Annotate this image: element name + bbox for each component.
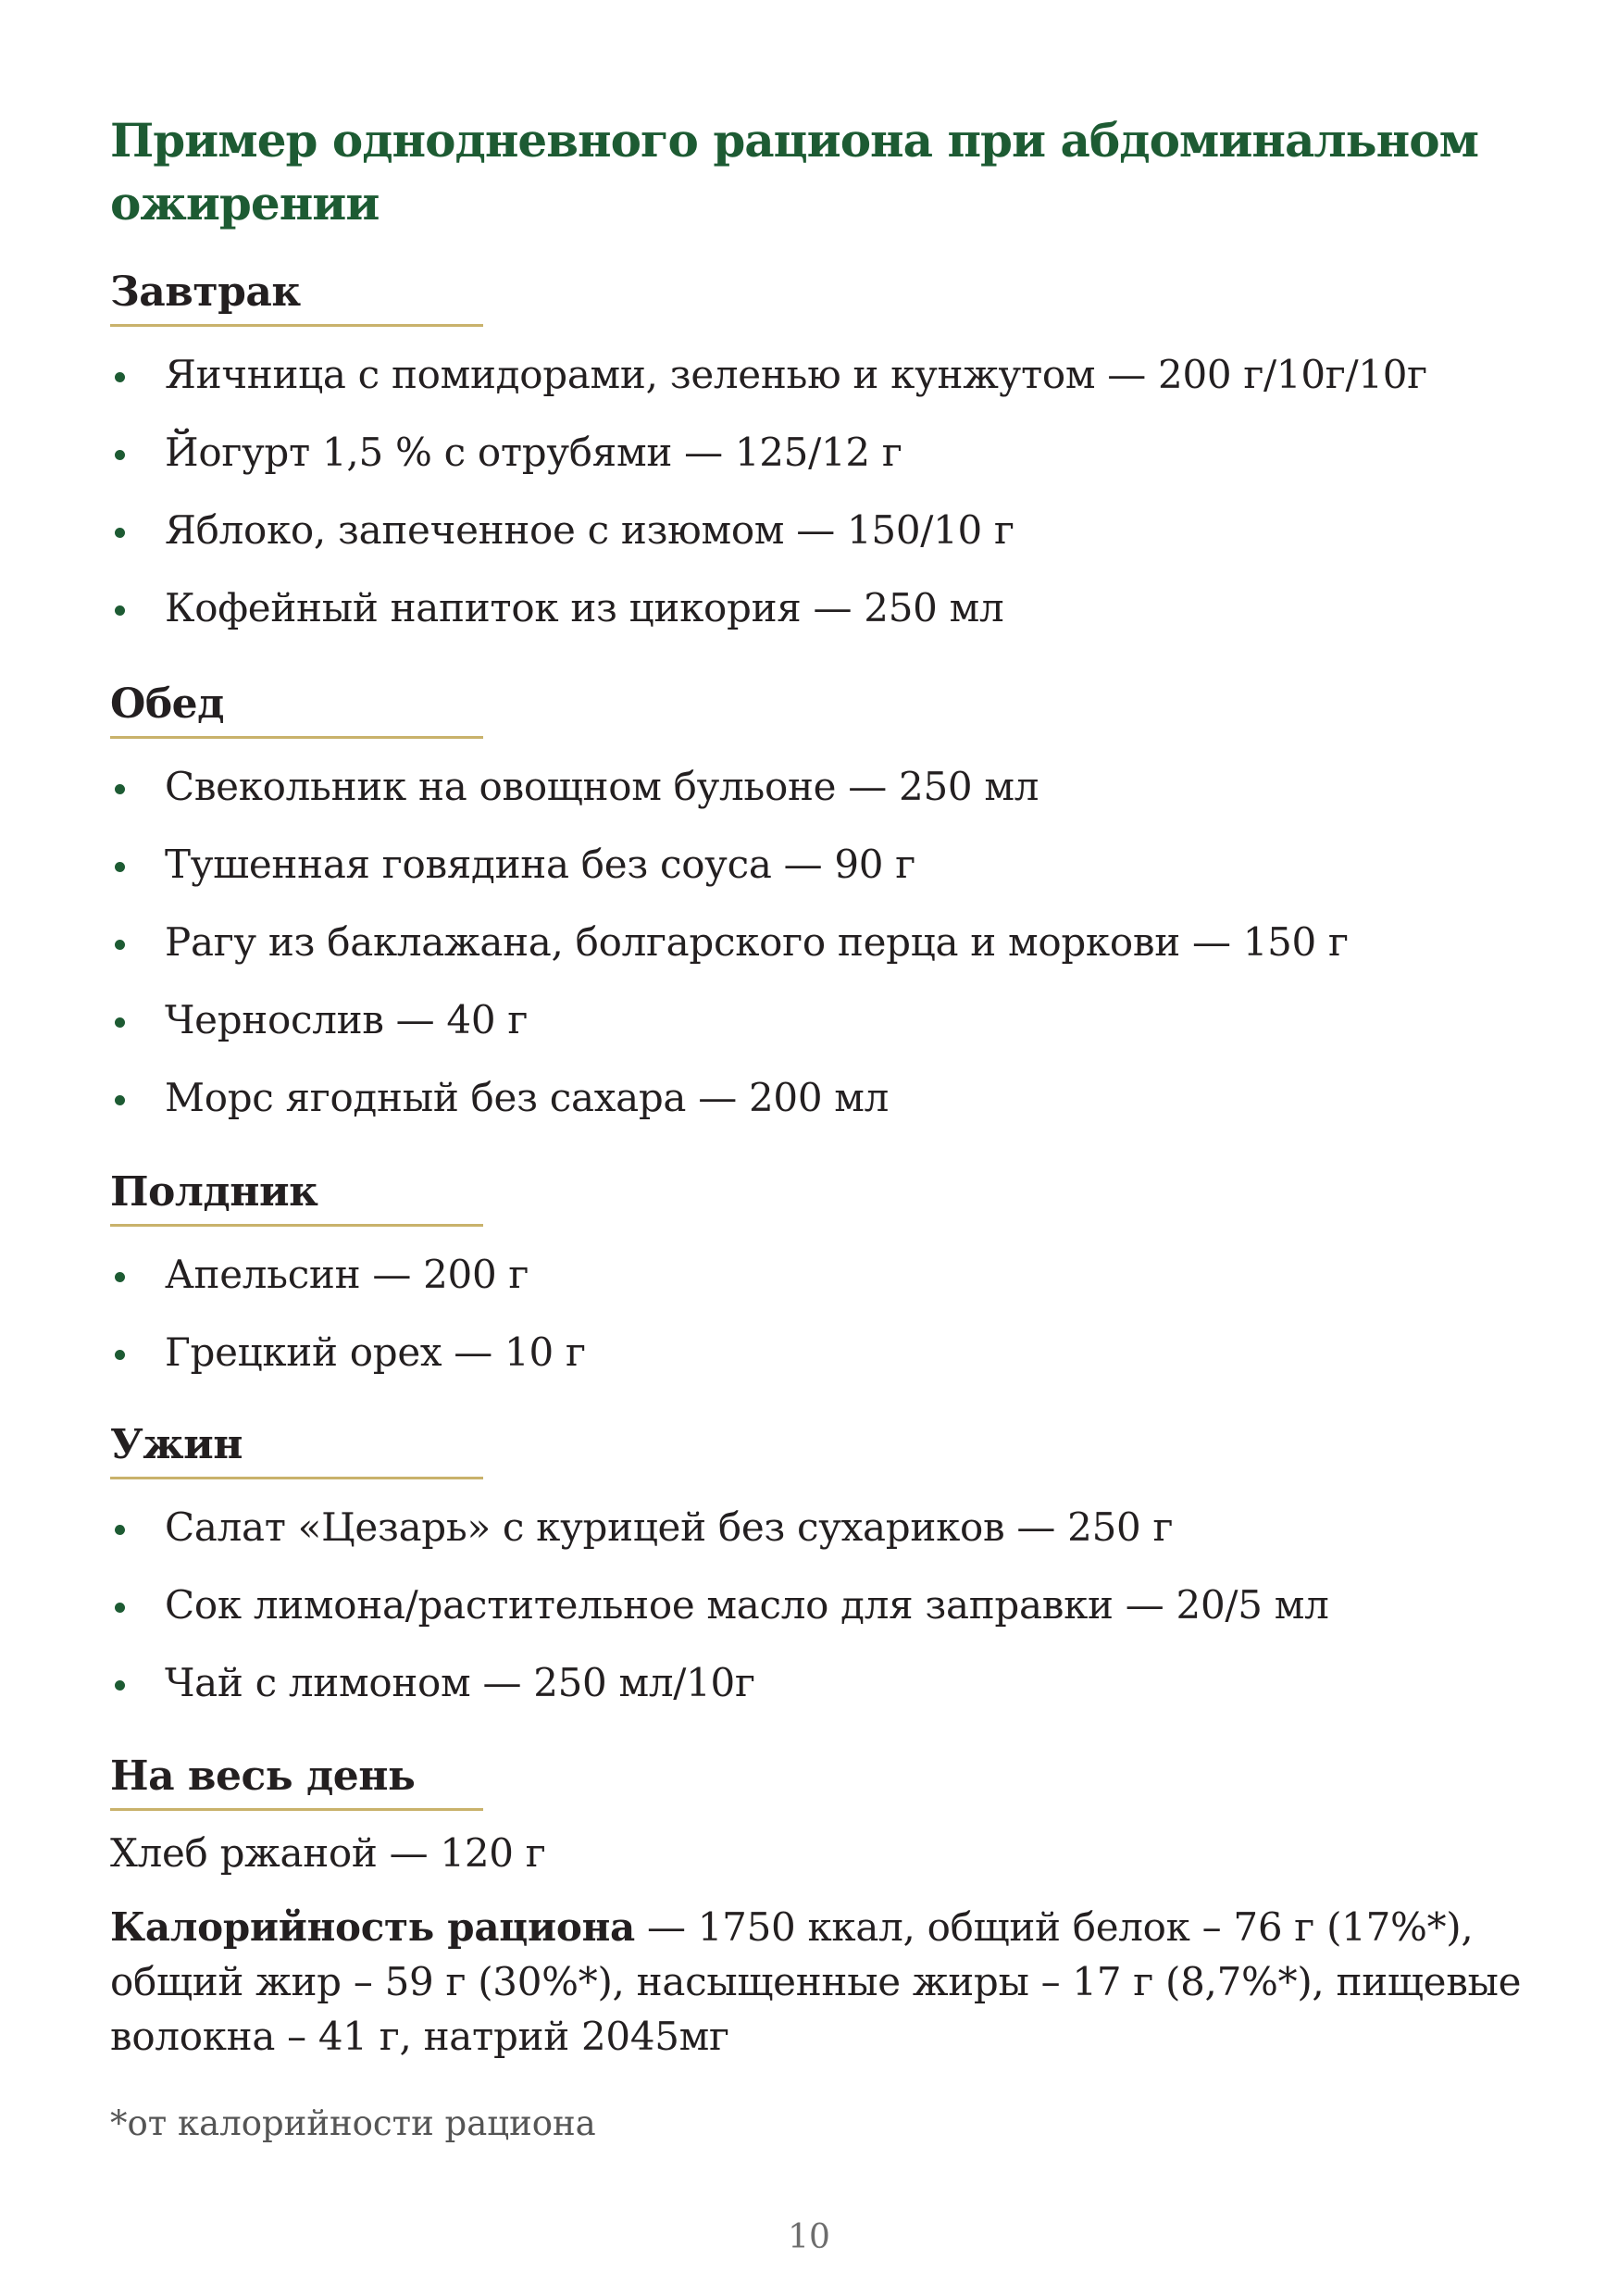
whole-day-text: Хлеб ржаной — 120 г [110, 1830, 546, 1876]
bullet-icon [115, 605, 125, 616]
section-heading: Завтрак [110, 268, 301, 316]
bullet-icon [115, 1017, 125, 1028]
page-title: Пример однодневного рациона при абдоминальном ожирении [110, 113, 1478, 231]
list-item: Чернослив — 40 г [110, 992, 1536, 1070]
bullet-icon [115, 1350, 125, 1360]
page-number: 10 [788, 2218, 830, 2256]
heading-underline [110, 1224, 483, 1227]
list-item: Яблоко, запеченное с изюмом — 150/10 г [110, 503, 1536, 580]
bullet-icon [115, 450, 125, 460]
list-item: Грецкий орех — 10 г [110, 1325, 1536, 1403]
bullet-icon [115, 372, 125, 382]
heading-underline [110, 1808, 483, 1811]
section-heading: Ужин [110, 1421, 243, 1468]
calories-paragraph [110, 1900, 1536, 2064]
section-heading: Обед [110, 680, 224, 728]
meal-list [110, 347, 1536, 658]
list-item: Яичница с помидорами, зеленью и кунжутом — 200 г/10г/10г [110, 347, 1536, 425]
footnote: *от калорийности рациона [110, 2103, 596, 2143]
list-item: Свекольник на овощном бульоне — 250 мл [110, 759, 1536, 837]
bullet-icon [115, 862, 125, 872]
list-item: Сок лимона/растительное масло для заправки — 20/5 мл [110, 1578, 1536, 1655]
bullet-icon [115, 784, 125, 794]
list-item: Морс ягодный без сахара — 200 мл [110, 1070, 1536, 1148]
bullet-icon [115, 528, 125, 538]
section-whole-day [110, 1753, 1536, 1881]
list-item: Салат «Цезарь» с курицей без сухариков — 250 г [110, 1500, 1536, 1578]
section-dinner [110, 1421, 1536, 1733]
calories-label: Калорийность рациона [110, 1904, 635, 1950]
list-item: Йогурт 1,5 % с отрубями — 125/12 г [110, 425, 1536, 503]
bullet-icon [115, 1095, 125, 1105]
meal-list [110, 1247, 1536, 1403]
list-item: Рагу из баклажана, болгарского перца и моркови — 150 г [110, 915, 1536, 992]
bullet-icon [115, 1603, 125, 1613]
section-heading: Полдник [110, 1168, 318, 1216]
section-heading: На весь день [110, 1753, 416, 1800]
meal-list [110, 759, 1536, 1148]
list-item: Апельсин — 200 г [110, 1247, 1536, 1325]
list-item: Чай с лимоном — 250 мл/10г [110, 1655, 1536, 1733]
bullet-icon [115, 1272, 125, 1282]
calories-text: — 1750 ккал, общий белок – 76 г (17%*), общий жир – 59 г (30%*), насыщенные жиры – 17 г (8,7%*), пищевые волокна – 41 г, натрий 2045мг [110, 1904, 1522, 2059]
bullet-icon [115, 940, 125, 950]
bullet-icon [115, 1525, 125, 1535]
meal-list [110, 1500, 1536, 1733]
heading-underline [110, 736, 483, 739]
bullet-icon [115, 1680, 125, 1691]
list-item: Кофейный напиток из цикория — 250 мл [110, 580, 1536, 658]
section-breakfast [110, 268, 1536, 658]
heading-underline [110, 1477, 483, 1479]
section-lunch [110, 680, 1536, 1148]
list-item: Тушенная говядина без соуса — 90 г [110, 837, 1536, 915]
heading-underline [110, 324, 483, 327]
section-snack [110, 1168, 1536, 1403]
